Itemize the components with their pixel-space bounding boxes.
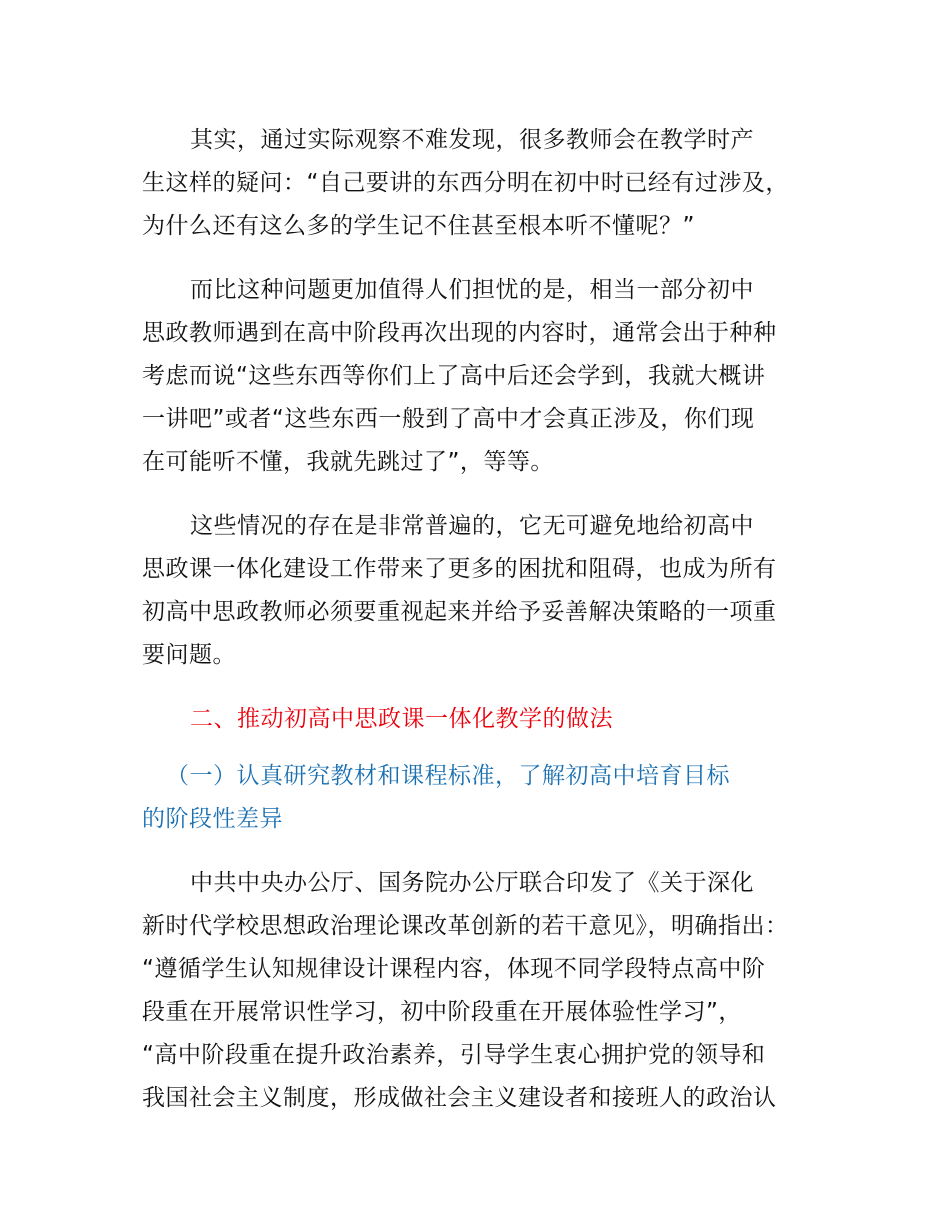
paragraph-line: 其实，通过实际观察不难发现，很多教师会在教学时产 bbox=[190, 127, 754, 153]
subheading-line: 的阶段性差异 bbox=[142, 806, 283, 832]
paragraph-line: 而比这种问题更加值得人们担忧的是，相当一部分初中 bbox=[190, 277, 754, 303]
paragraph-line: “遵循学生认知规律设计课程内容，体现不同学段特点高中阶 bbox=[142, 956, 766, 982]
paragraph-line: 在可能听不懂，我就先跳过了”，等等。 bbox=[142, 449, 554, 475]
paragraph-line: 中共中央办公厅、国务院办公厅联合印发了《关于深化 bbox=[190, 870, 754, 896]
section-heading: 二、推动初高中思政课一体化教学的做法 bbox=[190, 706, 613, 732]
paragraph-line: 新时代学校思想政治理论课改革创新的若干意见》，明确指出： bbox=[142, 913, 789, 939]
paragraph-line: 考虑而说“这些东西等你们上了高中后还会学到，我就大概讲 bbox=[142, 363, 766, 389]
paragraph-line: 初高中思政教师必须要重视起来并给予妥善解决策略的一项重 bbox=[142, 599, 777, 625]
paragraph-line: 生这样的疑问：“自己要讲的东西分明在初中时已经有过涉及， bbox=[142, 170, 789, 196]
subheading-line: （一）认真研究教材和课程标准，了解初高中培育目标 bbox=[166, 763, 730, 789]
paragraph-line: 段重在开展常识性学习，初中阶段重在开展体验性学习”， bbox=[142, 999, 742, 1025]
paragraph-line: 我国社会主义制度，形成做社会主义建设者和接班人的政治认 bbox=[142, 1085, 777, 1111]
paragraph-line: 一讲吧”或者“这些东西一般到了高中才会真正涉及，你们现 bbox=[142, 406, 755, 432]
paragraph-line: 为什么还有这么多的学生记不住甚至根本听不懂呢？” bbox=[142, 213, 695, 239]
paragraph-line: 思政课一体化建设工作带来了更多的困扰和阻碍，也成为所有 bbox=[142, 556, 777, 582]
paragraph-line: 思政教师遇到在高中阶段再次出现的内容时，通常会出于种种 bbox=[142, 320, 777, 346]
paragraph-line: 要问题。 bbox=[142, 642, 236, 668]
paragraph-line: 这些情况的存在是非常普遍的，它无可避免地给初高中 bbox=[190, 513, 754, 539]
paragraph-line: “高中阶段重在提升政治素养，引导学生衷心拥护党的领导和 bbox=[142, 1042, 766, 1068]
